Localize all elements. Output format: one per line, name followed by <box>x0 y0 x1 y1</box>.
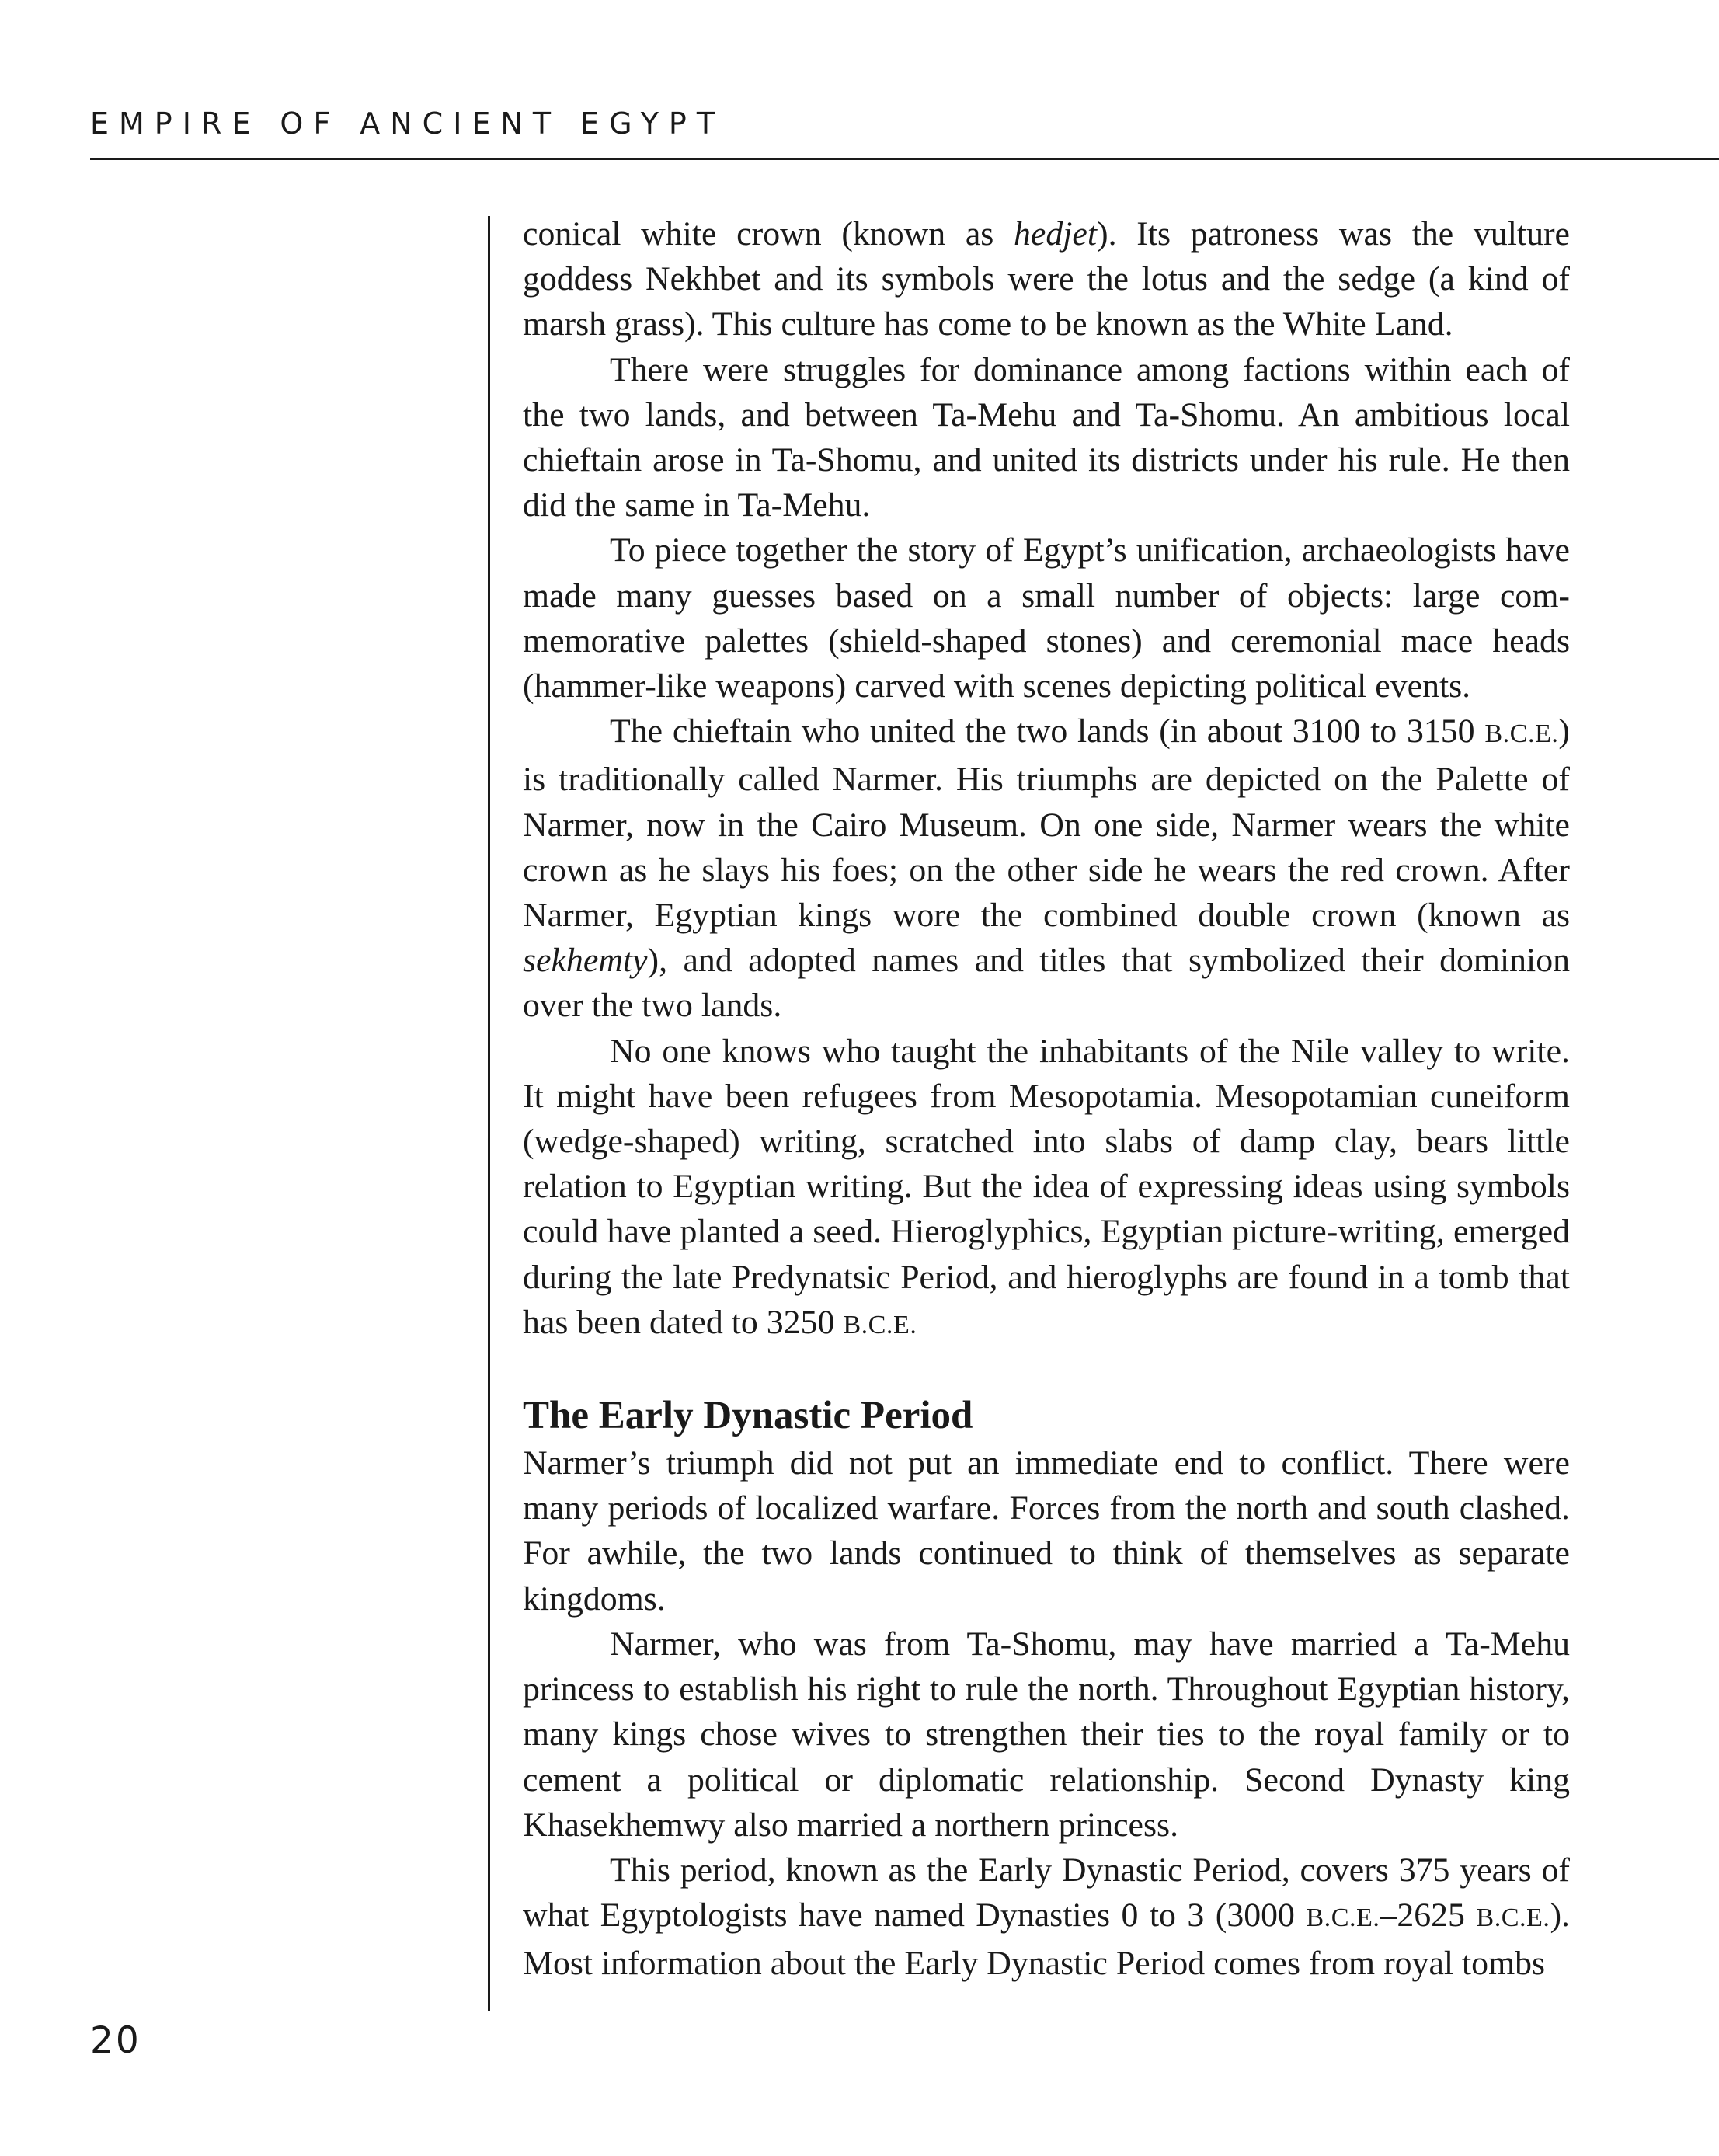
paragraph <box>523 211 1570 347</box>
page-number: 20 <box>90 2019 141 2062</box>
italic-term: hedjet <box>1014 215 1098 253</box>
text-run: To piece together the story of Egypt’s unification, archaeologists have made many guesses based on a small number of objects: large commemorative palettes (shield-shaped stones) and ceremonial mace heads (hammer-like weapons) carved with scenes depicting political events. <box>523 531 1570 705</box>
text-run: conical white crown (known as <box>523 215 1014 253</box>
text-run: There were struggles for dominance among factions within each of the two lands, and between Ta-Mehu and Ta-Shomu. An ambitious local chieftain arose in Ta-Shomu, and united its districts under his rule. He then did the same in Ta-Mehu. <box>523 350 1570 524</box>
era-abbreviation: B.C.E. <box>1306 1903 1380 1933</box>
paragraph <box>523 1621 1570 1848</box>
paragraph <box>523 1029 1570 1348</box>
paragraph <box>523 1848 1570 1987</box>
paragraph <box>523 1440 1570 1621</box>
margin-rule <box>488 216 490 2011</box>
section-heading: The Early Dynastic Period <box>523 1394 973 1438</box>
text-run: Narmer’s triumph did not put an immediate end to conflict. There were many periods of localized warfare. Forces from the north and south clashed. For awhile, the two lands continued to think of themselves as separate kingdoms. <box>523 1444 1570 1618</box>
body-text <box>523 211 1570 1987</box>
text-run: ). Its patroness was the vulture goddess Nekhbet and its symbols were the lotus and the sedge (a kind of marsh grass). This culture has come to be known as the White Land. <box>523 215 1570 343</box>
paragraph <box>523 347 1570 528</box>
text-run: ). Most information about the Early Dynastic Period comes from royal tombs <box>523 1897 1570 1983</box>
body-paragraphs <box>523 211 1570 1348</box>
paragraph <box>523 709 1570 1028</box>
text-run: This period, known as the Early Dynastic Period, covers 375 years of what Egyptologists have named Dynasties 0 to 3 (3000 <box>523 1851 1570 1935</box>
era-abbreviation: B.C.E. <box>1476 1903 1550 1933</box>
paragraph <box>523 528 1570 709</box>
era-abbreviation: B.C.E. <box>1484 719 1559 749</box>
text-run: ) is traditionally called Narmer. His triumphs are depicted on the Palette of Narmer, now in the Cairo Museum. On one side, Narmer wears the white crown as he slays his foes; on the other side he wears the red crown. After Narmer, Egyptian kings wore the combined double crown (known as <box>523 712 1570 935</box>
running-head: EMPIRE OF ANCIENT EGYPT <box>90 106 726 141</box>
italic-term: sekhemty <box>523 942 648 980</box>
header-rule <box>90 158 1719 160</box>
text-run: The chieftain who united the two lands (in about 3100 to 3150 <box>610 712 1485 751</box>
era-abbreviation: B.C.E. <box>843 1310 917 1339</box>
text-run: No one knows who taught the inhabitants of the Nile valley to write. It might have been refugees from Mesopotamia. Mesopotamian cuneiform (wedge-shaped) writing, scratched into slabs of damp clay, bears little relation to Egyptian writing. But the idea of expressing ideas using symbols could have planted a seed. Hieroglyphics, Egyptian picture-writing, emerged during the late Predynatsic Period, and hieroglyphs are found in a tomb that has been dated to 3250 <box>523 1032 1570 1341</box>
text-run: ), and adopted names and titles that symbolized their dominion over the two lands. <box>523 942 1570 1025</box>
text-run: Narmer, who was from Ta-Shomu, may have married a Ta-Mehu princess to establish his right to rule the north. Throughout Egyptian history, many kings chose wives to strengthen their ties to the royal family or to cement a political or diplomatic relationship. Second Dynasty king Khasekhemwy also married a northern princess. <box>523 1625 1570 1844</box>
text-run: –2625 <box>1380 1897 1477 1935</box>
section-paragraphs <box>523 1440 1570 1986</box>
